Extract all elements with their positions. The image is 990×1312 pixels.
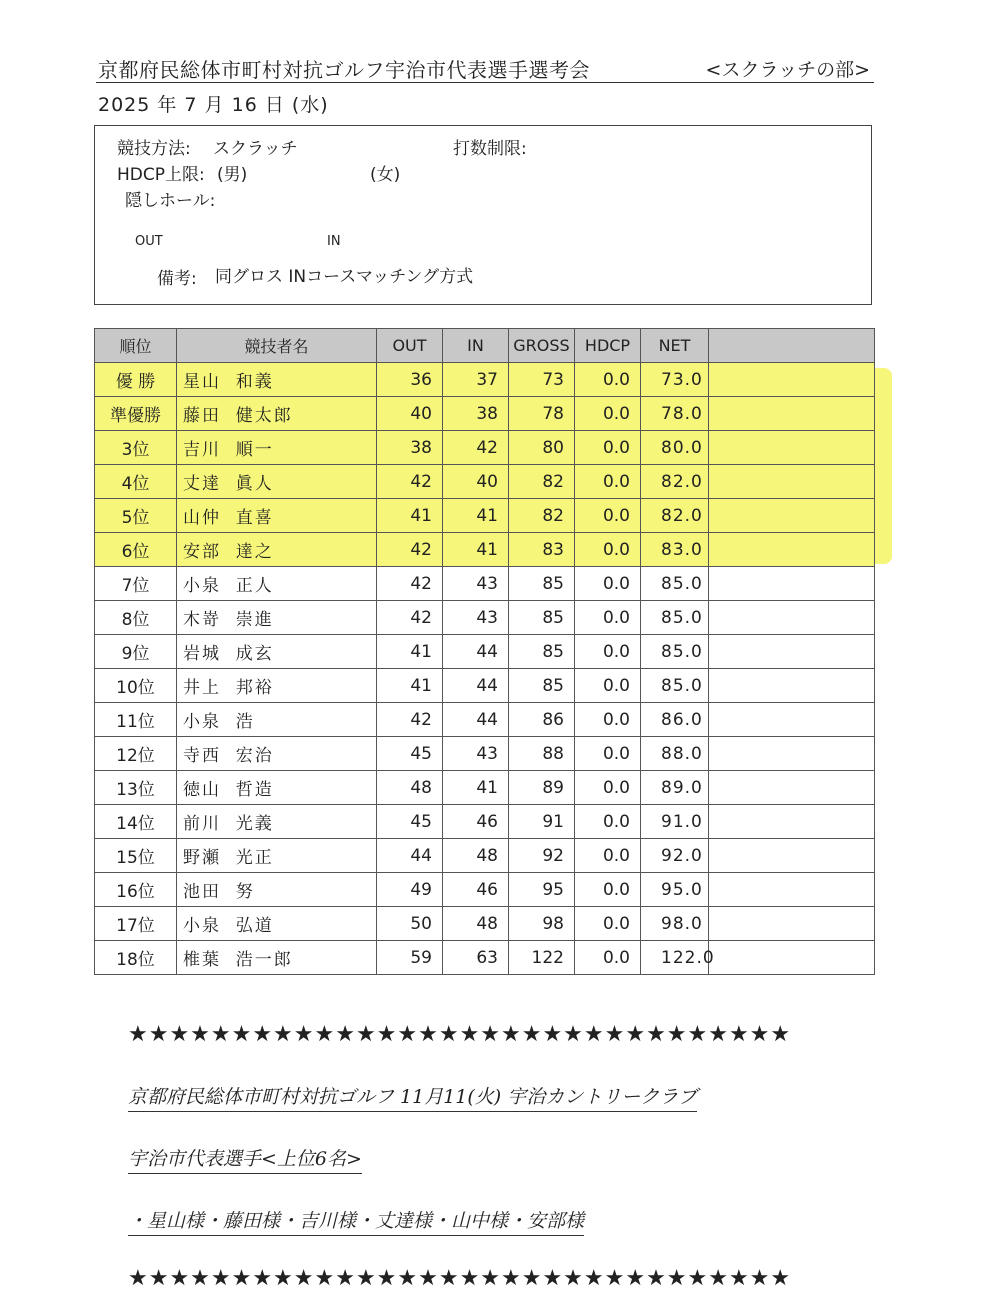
net-score-cell: 95.0 bbox=[641, 873, 709, 907]
in-score-cell: 48 bbox=[443, 839, 509, 873]
gross-score-cell: 98 bbox=[509, 907, 575, 941]
blank-cell bbox=[709, 669, 875, 703]
representative-names: ・星山様・藤田様・吉川様・丈達様・山中様・安部様 bbox=[128, 1206, 584, 1236]
net-score-cell: 85.0 bbox=[641, 635, 709, 669]
out-score-cell: 59 bbox=[377, 941, 443, 975]
hdcp-male-label: (男) bbox=[217, 165, 248, 185]
event-date: 2025 年 7 月 16 日 (水) bbox=[98, 94, 329, 116]
player-name-cell: 安部 達之 bbox=[177, 533, 377, 567]
gross-score-cell: 78 bbox=[509, 397, 575, 431]
in-score-cell: 63 bbox=[443, 941, 509, 975]
player-name-cell: 山仲 直喜 bbox=[177, 499, 377, 533]
results-body bbox=[95, 363, 875, 975]
hdcp-cell: 0.0 bbox=[575, 465, 641, 499]
method-label: 競技方法: bbox=[117, 139, 191, 159]
in-score-cell: 41 bbox=[443, 533, 509, 567]
hdcp-female-label: (女) bbox=[370, 165, 401, 185]
table-row bbox=[95, 805, 875, 839]
method-value: スクラッチ bbox=[213, 139, 298, 159]
table-row bbox=[95, 601, 875, 635]
hdcp-cell: 0.0 bbox=[575, 737, 641, 771]
hdcp-cell: 0.0 bbox=[575, 771, 641, 805]
net-score-cell: 82.0 bbox=[641, 465, 709, 499]
rank-cell: 6位 bbox=[95, 533, 177, 567]
header-rank: 順位 bbox=[95, 329, 177, 363]
net-score-cell: 91.0 bbox=[641, 805, 709, 839]
hdcp-cell: 0.0 bbox=[575, 907, 641, 941]
net-score-cell: 78.0 bbox=[641, 397, 709, 431]
rank-cell: 9位 bbox=[95, 635, 177, 669]
player-name-cell: 前川 光義 bbox=[177, 805, 377, 839]
out-score-cell: 38 bbox=[377, 431, 443, 465]
player-name-cell: 椎葉 浩一郎 bbox=[177, 941, 377, 975]
out-score-cell: 42 bbox=[377, 533, 443, 567]
table-row bbox=[95, 567, 875, 601]
highlight-marker bbox=[872, 368, 892, 564]
hdcp-cell: 0.0 bbox=[575, 601, 641, 635]
gross-score-cell: 91 bbox=[509, 805, 575, 839]
player-name-cell: 池田 努 bbox=[177, 873, 377, 907]
in-score-cell: 37 bbox=[443, 363, 509, 397]
hdcp-cell: 0.0 bbox=[575, 669, 641, 703]
gross-score-cell: 89 bbox=[509, 771, 575, 805]
blank-cell bbox=[709, 737, 875, 771]
net-score-cell: 89.0 bbox=[641, 771, 709, 805]
gross-score-cell: 85 bbox=[509, 635, 575, 669]
stroke-limit-label: 打数制限: bbox=[453, 139, 527, 159]
rank-cell: 4位 bbox=[95, 465, 177, 499]
table-row bbox=[95, 703, 875, 737]
table-row bbox=[95, 431, 875, 465]
hdcp-cell: 0.0 bbox=[575, 873, 641, 907]
rank-cell: 7位 bbox=[95, 567, 177, 601]
blank-cell bbox=[709, 805, 875, 839]
table-row bbox=[95, 737, 875, 771]
in-score-cell: 43 bbox=[443, 601, 509, 635]
blank-cell bbox=[709, 567, 875, 601]
in-score-cell: 42 bbox=[443, 431, 509, 465]
remarks-label: 備考: bbox=[157, 269, 197, 289]
in-score-cell: 46 bbox=[443, 805, 509, 839]
in-score-cell: 41 bbox=[443, 771, 509, 805]
player-name-cell: 岩城 成玄 bbox=[177, 635, 377, 669]
in-label: IN bbox=[327, 234, 341, 249]
hdcp-cell: 0.0 bbox=[575, 805, 641, 839]
hdcp-cell: 0.0 bbox=[575, 397, 641, 431]
table-row bbox=[95, 397, 875, 431]
gross-score-cell: 83 bbox=[509, 533, 575, 567]
rank-cell: 18位 bbox=[95, 941, 177, 975]
gross-score-cell: 85 bbox=[509, 567, 575, 601]
hidden-hole-label: 隠しホール: bbox=[125, 191, 216, 211]
blank-cell bbox=[709, 771, 875, 805]
division-label: <スクラッチの部> bbox=[705, 59, 870, 81]
net-score-cell: 83.0 bbox=[641, 533, 709, 567]
in-score-cell: 44 bbox=[443, 635, 509, 669]
table-header-row bbox=[95, 329, 875, 363]
player-name-cell: 小泉 浩 bbox=[177, 703, 377, 737]
star-divider-bottom: ★★★★★★★★★★★★★★★★★★★★★★★★★★★★★★★★ bbox=[128, 1266, 792, 1291]
out-score-cell: 42 bbox=[377, 567, 443, 601]
gross-score-cell: 88 bbox=[509, 737, 575, 771]
rank-cell: 15位 bbox=[95, 839, 177, 873]
net-score-cell: 86.0 bbox=[641, 703, 709, 737]
gross-score-cell: 82 bbox=[509, 499, 575, 533]
out-score-cell: 48 bbox=[377, 771, 443, 805]
gross-score-cell: 92 bbox=[509, 839, 575, 873]
net-score-cell: 92.0 bbox=[641, 839, 709, 873]
header-hdcp: HDCP bbox=[575, 329, 641, 363]
header-blank bbox=[709, 329, 875, 363]
table-row bbox=[95, 771, 875, 805]
gross-score-cell: 85 bbox=[509, 669, 575, 703]
net-score-cell: 88.0 bbox=[641, 737, 709, 771]
blank-cell bbox=[709, 907, 875, 941]
header-name: 競技者名 bbox=[177, 329, 377, 363]
rank-cell: 17位 bbox=[95, 907, 177, 941]
in-score-cell: 38 bbox=[443, 397, 509, 431]
out-score-cell: 42 bbox=[377, 465, 443, 499]
blank-cell bbox=[709, 601, 875, 635]
rank-cell: 14位 bbox=[95, 805, 177, 839]
out-score-cell: 40 bbox=[377, 397, 443, 431]
out-score-cell: 41 bbox=[377, 499, 443, 533]
document-title: 京都府民総体市町村対抗ゴルフ宇治市代表選手選考会 bbox=[98, 58, 590, 82]
blank-cell bbox=[709, 941, 875, 975]
header-gross: GROSS bbox=[509, 329, 575, 363]
out-score-cell: 50 bbox=[377, 907, 443, 941]
table-row bbox=[95, 907, 875, 941]
results-table bbox=[94, 328, 875, 975]
table-row bbox=[95, 873, 875, 907]
blank-cell bbox=[709, 397, 875, 431]
header-net: NET bbox=[641, 329, 709, 363]
out-score-cell: 49 bbox=[377, 873, 443, 907]
blank-cell bbox=[709, 499, 875, 533]
hdcp-cell: 0.0 bbox=[575, 499, 641, 533]
out-score-cell: 45 bbox=[377, 805, 443, 839]
hdcp-cell: 0.0 bbox=[575, 703, 641, 737]
out-label: OUT bbox=[135, 234, 163, 249]
net-score-cell: 82.0 bbox=[641, 499, 709, 533]
rank-cell: 準優勝 bbox=[95, 397, 177, 431]
table-row bbox=[95, 363, 875, 397]
gross-score-cell: 85 bbox=[509, 601, 575, 635]
player-name-cell: 丈達 眞人 bbox=[177, 465, 377, 499]
representative-title: 宇治市代表選手<上位6名> bbox=[128, 1144, 362, 1174]
rank-cell: 3位 bbox=[95, 431, 177, 465]
blank-cell bbox=[709, 873, 875, 907]
header-out: OUT bbox=[377, 329, 443, 363]
hdcp-cell: 0.0 bbox=[575, 533, 641, 567]
rank-cell: 8位 bbox=[95, 601, 177, 635]
net-score-cell: 85.0 bbox=[641, 669, 709, 703]
player-name-cell: 徳山 哲造 bbox=[177, 771, 377, 805]
player-name-cell: 寺西 宏治 bbox=[177, 737, 377, 771]
rank-cell: 10位 bbox=[95, 669, 177, 703]
player-name-cell: 星山 和義 bbox=[177, 363, 377, 397]
out-score-cell: 41 bbox=[377, 635, 443, 669]
out-score-cell: 41 bbox=[377, 669, 443, 703]
table-row bbox=[95, 941, 875, 975]
gross-score-cell: 122 bbox=[509, 941, 575, 975]
net-score-cell: 80.0 bbox=[641, 431, 709, 465]
net-score-cell: 122.0 bbox=[641, 941, 709, 975]
blank-cell bbox=[709, 465, 875, 499]
hdcp-cell: 0.0 bbox=[575, 567, 641, 601]
rank-cell: 12位 bbox=[95, 737, 177, 771]
out-score-cell: 45 bbox=[377, 737, 443, 771]
rank-cell: 11位 bbox=[95, 703, 177, 737]
table-row bbox=[95, 465, 875, 499]
in-score-cell: 46 bbox=[443, 873, 509, 907]
competition-info-box bbox=[94, 125, 872, 305]
rank-cell: 優 勝 bbox=[95, 363, 177, 397]
in-score-cell: 43 bbox=[443, 567, 509, 601]
event-line: 京都府民総体市町村対抗ゴルフ 11月11(火) 宇治カントリークラブ bbox=[128, 1082, 697, 1112]
net-score-cell: 85.0 bbox=[641, 601, 709, 635]
header-in: IN bbox=[443, 329, 509, 363]
net-score-cell: 73.0 bbox=[641, 363, 709, 397]
star-divider-top: ★★★★★★★★★★★★★★★★★★★★★★★★★★★★★★★★ bbox=[128, 1022, 792, 1047]
blank-cell bbox=[709, 703, 875, 737]
hdcp-cell: 0.0 bbox=[575, 839, 641, 873]
in-score-cell: 48 bbox=[443, 907, 509, 941]
player-name-cell: 吉川 順一 bbox=[177, 431, 377, 465]
hdcp-cell: 0.0 bbox=[575, 635, 641, 669]
hdcp-cell: 0.0 bbox=[575, 363, 641, 397]
blank-cell bbox=[709, 431, 875, 465]
net-score-cell: 85.0 bbox=[641, 567, 709, 601]
table-row bbox=[95, 839, 875, 873]
hdcp-cell: 0.0 bbox=[575, 941, 641, 975]
in-score-cell: 43 bbox=[443, 737, 509, 771]
rank-cell: 16位 bbox=[95, 873, 177, 907]
blank-cell bbox=[709, 839, 875, 873]
table-row bbox=[95, 533, 875, 567]
table-row bbox=[95, 499, 875, 533]
in-score-cell: 44 bbox=[443, 669, 509, 703]
document-header bbox=[96, 52, 874, 83]
out-score-cell: 44 bbox=[377, 839, 443, 873]
gross-score-cell: 82 bbox=[509, 465, 575, 499]
table-row bbox=[95, 669, 875, 703]
gross-score-cell: 80 bbox=[509, 431, 575, 465]
rank-cell: 13位 bbox=[95, 771, 177, 805]
out-score-cell: 42 bbox=[377, 601, 443, 635]
player-name-cell: 井上 邦裕 bbox=[177, 669, 377, 703]
blank-cell bbox=[709, 363, 875, 397]
in-score-cell: 41 bbox=[443, 499, 509, 533]
hdcp-cell: 0.0 bbox=[575, 431, 641, 465]
gross-score-cell: 95 bbox=[509, 873, 575, 907]
out-score-cell: 36 bbox=[377, 363, 443, 397]
gross-score-cell: 86 bbox=[509, 703, 575, 737]
blank-cell bbox=[709, 533, 875, 567]
player-name-cell: 小泉 正人 bbox=[177, 567, 377, 601]
blank-cell bbox=[709, 635, 875, 669]
player-name-cell: 野瀬 光正 bbox=[177, 839, 377, 873]
in-score-cell: 40 bbox=[443, 465, 509, 499]
hdcp-limit-label: HDCP上限: bbox=[117, 165, 205, 185]
out-score-cell: 42 bbox=[377, 703, 443, 737]
net-score-cell: 98.0 bbox=[641, 907, 709, 941]
player-name-cell: 木嵜 崇進 bbox=[177, 601, 377, 635]
player-name-cell: 小泉 弘道 bbox=[177, 907, 377, 941]
gross-score-cell: 73 bbox=[509, 363, 575, 397]
remarks-value: 同グロス INコースマッチング方式 bbox=[215, 267, 474, 287]
table-row bbox=[95, 635, 875, 669]
player-name-cell: 藤田 健太郎 bbox=[177, 397, 377, 431]
in-score-cell: 44 bbox=[443, 703, 509, 737]
rank-cell: 5位 bbox=[95, 499, 177, 533]
